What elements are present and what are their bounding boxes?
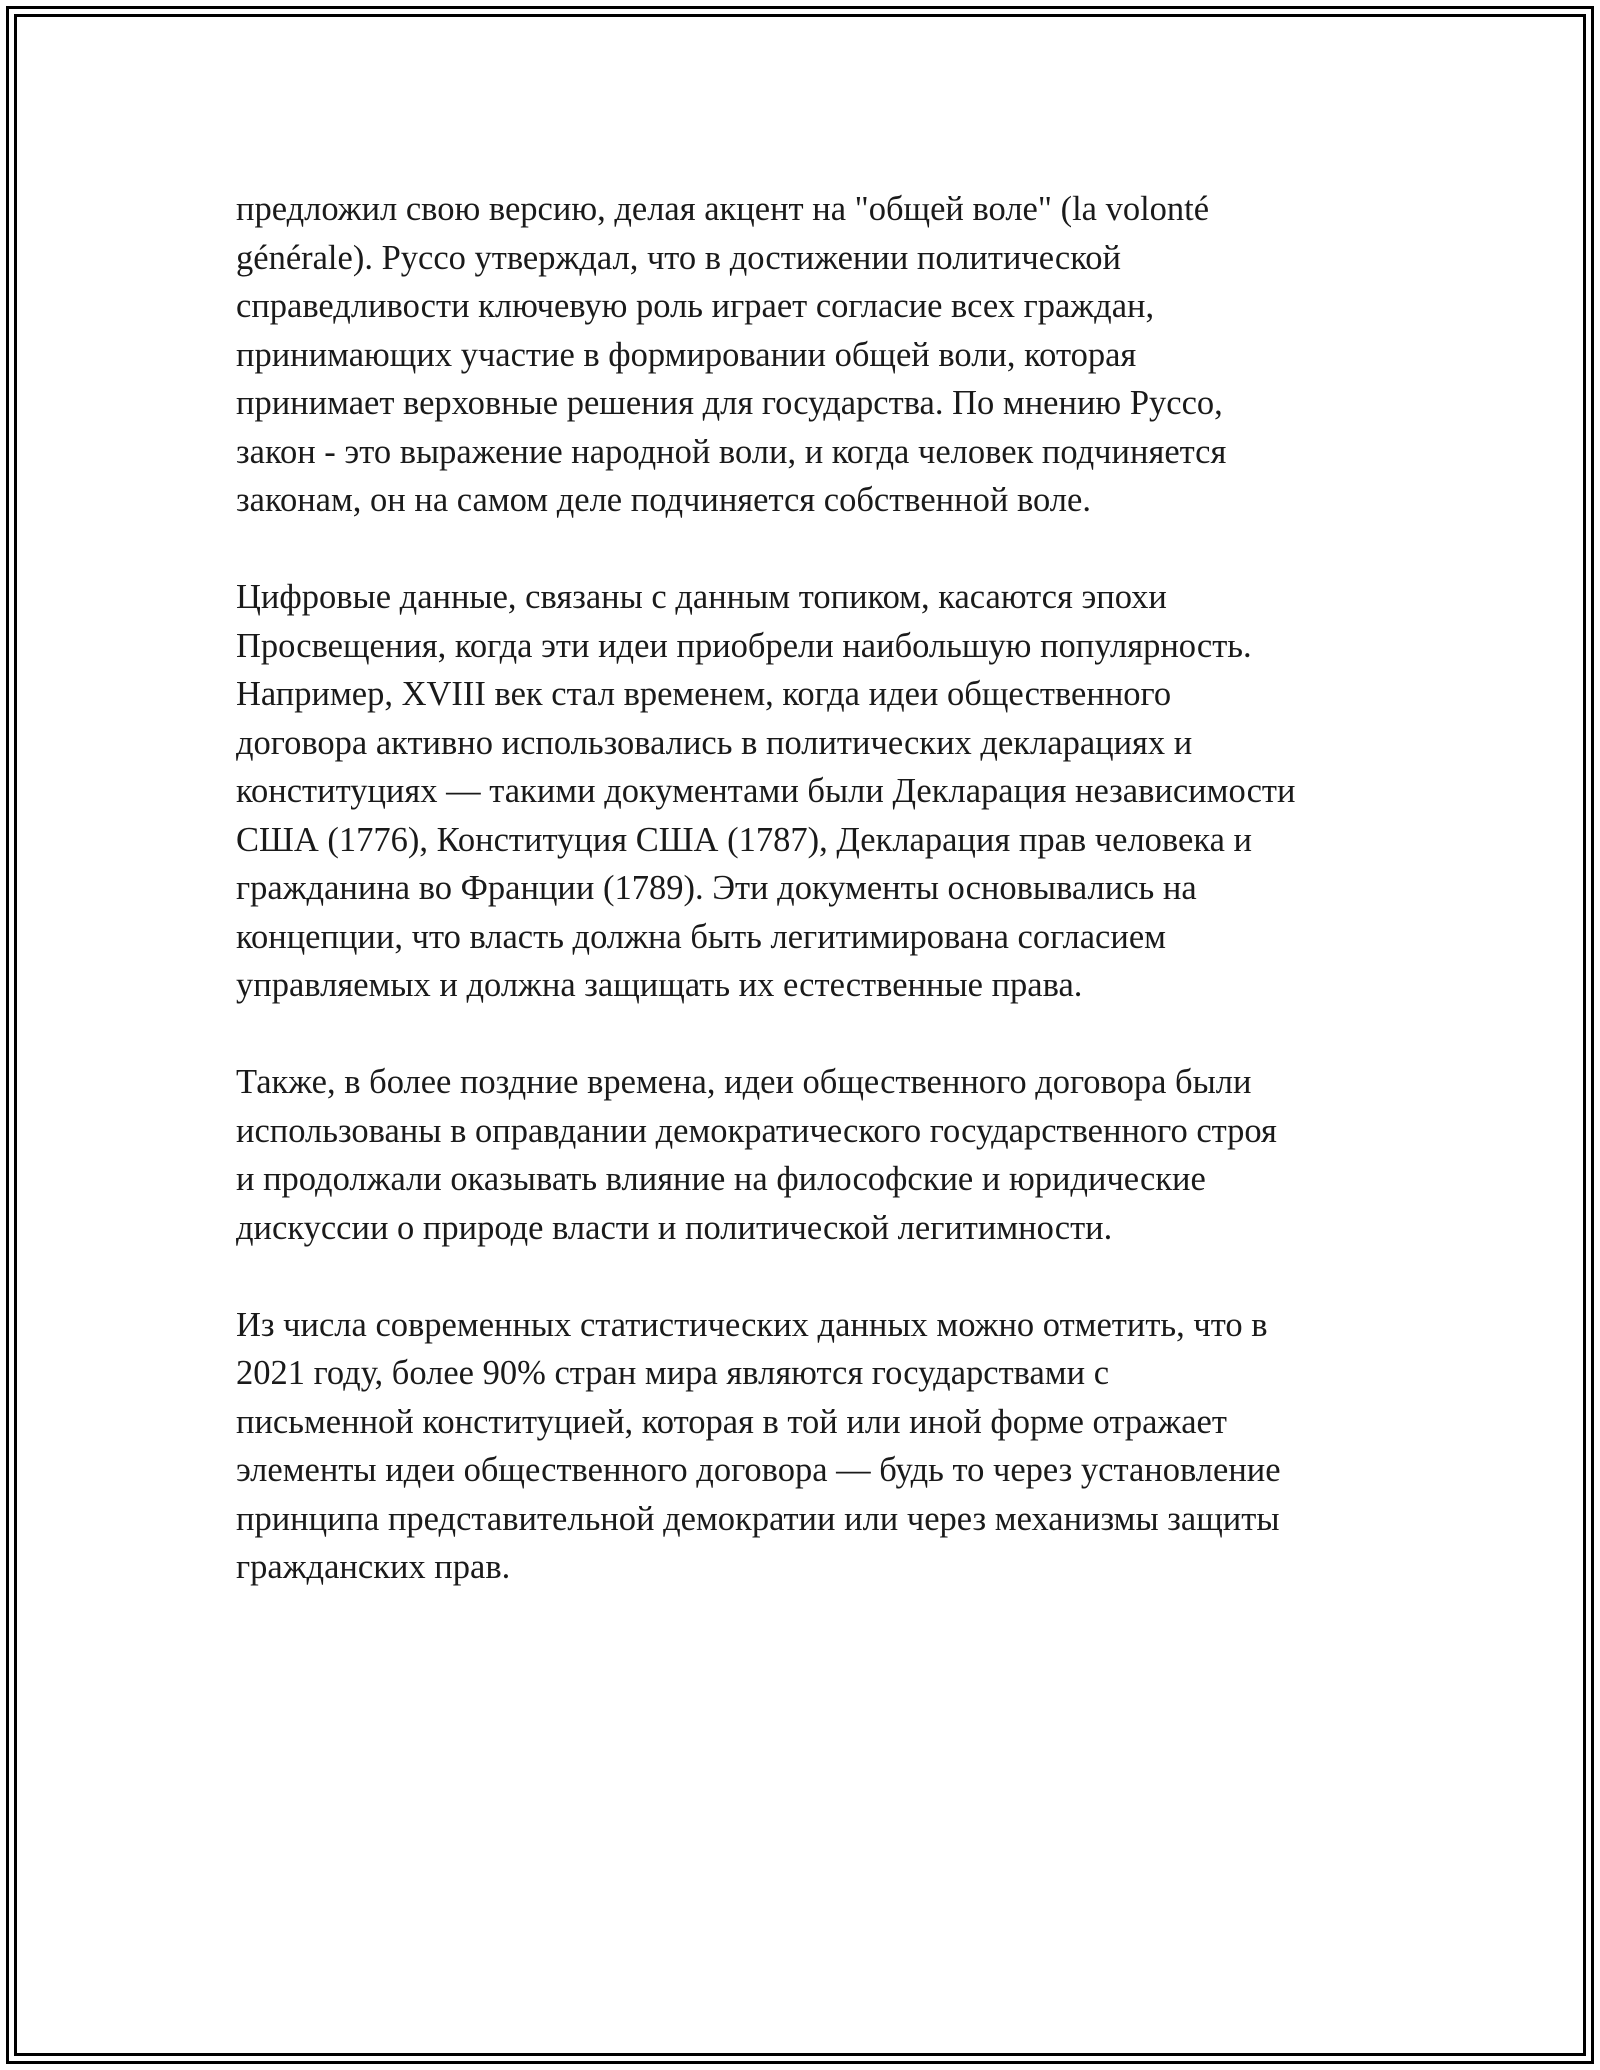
document-body <box>236 185 1386 1640</box>
paragraph-rousseau: предложил свою версию, делая акцент на "общей воле" (la volonté générale). Руссо утверждал, что в достижении политической справедливости ключевую роль играет согласие всех граждан, принимающих участие в формировании общей воли, которая принимает верховные решения для государства. По мнению Руссо, закон - это выражение народной воли, и когда человек подчиняется законам, он на самом деле подчиняется собственной воле. <box>236 190 1227 519</box>
paragraph-later-times: Также, в более поздние времена, идеи общественного договора были использованы в оправдании демократического государственного строя и продолжали оказывать влияние на философские и юридические дискуссии о природе власти и политической легитимности. <box>236 1063 1277 1247</box>
paragraph-enlightenment: Цифровые данные, связаны с данным топиком, касаются эпохи Просвещения, когда эти идеи приобрели наибольшую популярность. Например, XVIII век стал временем, когда идеи общественного договора активно использовались в политических декларациях и конституциях — такими документами были Декларация независимости США (1776), Конституция США (1787), Декларация прав человека и гражданина во Франции (1789). Эти документы основывались на концепции, что власть должна быть легитимирована согласием управляемых и должна защищать их естественные права. <box>236 578 1296 1004</box>
paragraph-statistics: Из числа современных статистических данных можно отметить, что в 2021 году, более 90% стран мира являются государствами с письменной конституцией, которая в той или иной форме отражает элементы идеи общественного договора — будь то через установление принципа представительной демократии или через механизмы защиты гражданских прав. <box>236 1305 1281 1586</box>
